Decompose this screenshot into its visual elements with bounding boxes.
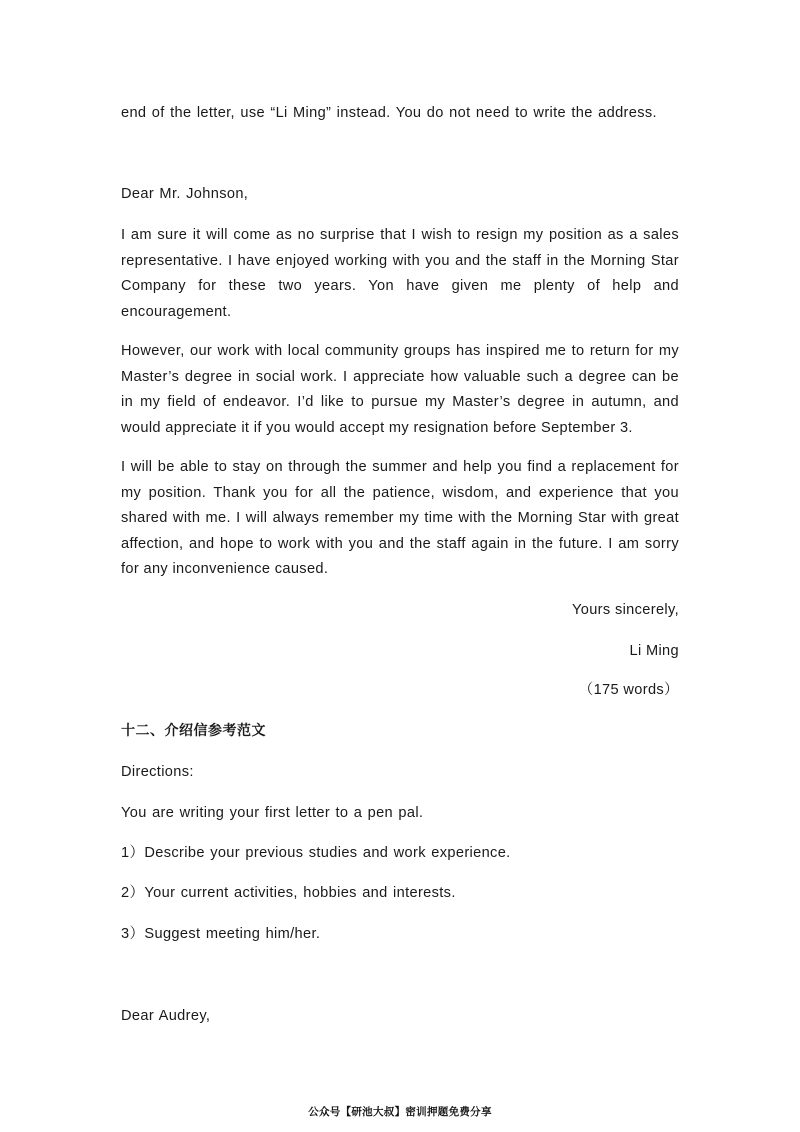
closing: Yours sincerely,	[572, 602, 679, 618]
letter1-paragraph-2: However, our work with local community groups has inspired me to return for my Master’s degree in social work. I appreciate how valuable such a degree can be in my field of endeavor. I’d like to pursue my Master’s degree in autumn, and would appreciate it if you would accept my resignation before September 3.	[121, 343, 679, 436]
letter1-paragraph-1: I am sure it will come as no surprise that I wish to resign my position as a sales representative. I have enjoyed working with you and the staff in the Morning Star Company for these two years. Yon have given me plenty of help and encouragement.	[121, 227, 679, 320]
word-count: （175 words）	[578, 682, 679, 698]
directions-label: Directions:	[121, 764, 194, 780]
task-statement: You are writing your first letter to a pen pal.	[121, 805, 424, 821]
direction-item-3: 3）Suggest meeting him/her.	[121, 926, 321, 942]
direction-item-1: 1）Describe your previous studies and work experience.	[121, 845, 511, 861]
section-heading: 十二、介绍信参考范文	[121, 723, 266, 739]
footer-note: 公众号【研池大叔】密训押题免费分享	[308, 1106, 492, 1118]
salutation-audrey: Dear Audrey,	[121, 1008, 211, 1024]
top-line: end of the letter, use “Li Ming” instead. You do not need to write the address.	[121, 105, 657, 121]
salutation-johnson: Dear Mr. Johnson,	[121, 186, 249, 202]
letter1-paragraph-3: I will be able to stay on through the summer and help you find a replacement for my position. Thank you for all the patience, wisdom, and experience that you shared with me. I will always remember my time with the Morning Star with great affection, and hope to work with you and the staff again in the future. I am sorry for any inconvenience caused.	[121, 459, 679, 578]
direction-item-2: 2）Your current activities, hobbies and interests.	[121, 885, 456, 901]
signature: Li Ming	[629, 643, 679, 659]
